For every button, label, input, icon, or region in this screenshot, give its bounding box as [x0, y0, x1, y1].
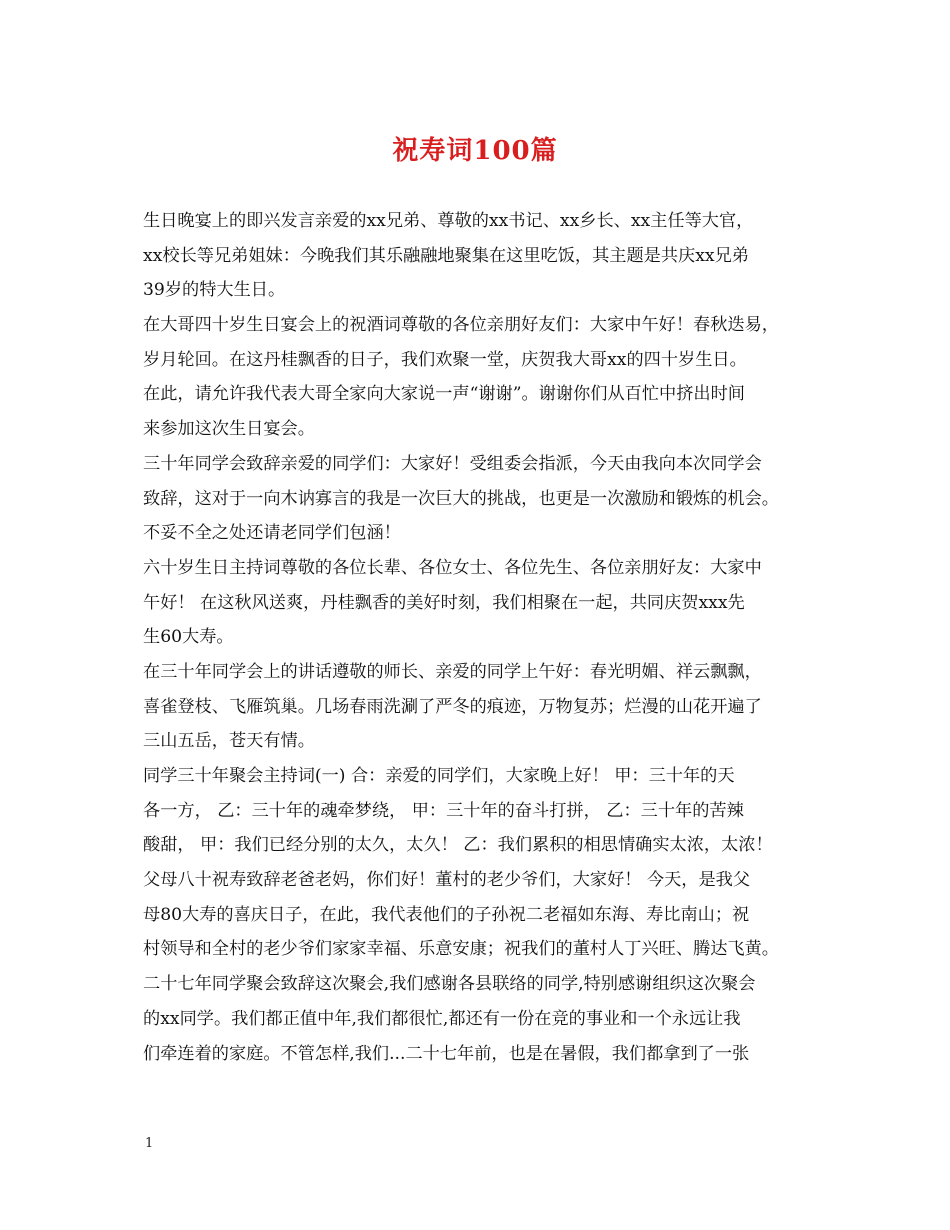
page-number: 1 [145, 1136, 154, 1151]
text-line: 同学三十年聚会主持词(一) 合：亲爱的同学们，大家晚上好！ 甲：三十年的天 [143, 766, 735, 786]
text-line: 们牵连着的家庭。不管怎样,我们...二十七年前，也是在暑假，我们都拿到了一张 [143, 1043, 750, 1064]
text-line: 六十岁生日主持词尊敬的各位长辈、各位女士、各位先生、各位亲朋好友：大家中 [143, 557, 762, 578]
text-line: 在大哥四十岁生日宴会上的祝酒词尊敬的各位亲朋好友们：大家中午好！春秋迭易， [143, 315, 779, 336]
text-line: 在此，请允许我代表大哥全家向大家说一声“谢谢”。谢谢你们从百忙中挤出时间 [143, 384, 745, 405]
text-line: 二十七年同学聚会致辞这次聚会,我们感谢各县联络的同学,特别感谢组织这次聚会 [143, 974, 756, 995]
text-line: 喜雀登枝、飞雁筑巢。几场春雨洗涮了严冬的痕迹，万物复苏；烂漫的山花开遍了 [143, 696, 762, 717]
text-line: 各一方， 乙：三十年的魂牵梦绕， 甲：三十年的奋斗打拼， 乙：三十年的苦辣 [143, 800, 744, 821]
text-line: 三十年同学会致辞亲爱的同学们：大家好！受组委会指派，今天由我向本次同学会 [143, 453, 762, 474]
text-line: 39岁的特大生日。 [143, 280, 286, 301]
document-body [143, 204, 813, 1071]
text-line: 致辞，这对于一向木讷寡言的我是一次巨大的挑战，也更是一次激励和锻炼的机会。 [143, 488, 779, 509]
text-line: 午好！ 在这秋风送爽，丹桂飘香的美好时刻，我们相聚在一起，共同庆贺xxx先 [143, 592, 745, 613]
text-line: 不妥不全之处还请老同学们包涵！ [143, 523, 401, 544]
text-line: xx校长等兄弟姐妹：今晚我们其乐融融地聚集在这里吃饭，其主题是共庆xx兄弟 [143, 245, 749, 266]
text-line: 父母八十祝寿致辞老爸老妈，你们好！董村的老少爷们，大家好！ 今天，是我父 [143, 870, 751, 891]
document-title: 祝寿词100篇 [392, 136, 558, 166]
text-line: 生日晚宴上的即兴发言亲爱的xx兄弟、尊敬的xx书记、xx乡长、xx主任等大官， [143, 211, 754, 231]
text-line: 在三十年同学会上的讲话遵敬的师长、亲爱的同学上午好：春光明媚、祥云飘飘， [143, 661, 762, 682]
text-line: 岁月轮回。在这丹桂飘香的日子，我们欢聚一堂，庆贺我大哥xx的四十岁生日。 [143, 349, 747, 370]
text-line: 的xx同学。我们都正值中年,我们都很忙,都还有一份在竞的事业和一个永远让我 [143, 1008, 741, 1029]
text-line: 来参加这次生日宴会。 [143, 419, 315, 440]
text-line: 三山五岳，苍天有情。 [143, 731, 315, 752]
text-line: 母80大寿的喜庆日子，在此，我代表他们的子孙祝二老福如东海、寿比南山；祝 [143, 904, 750, 925]
text-line: 生60大寿。 [143, 627, 234, 648]
text-line: 村领导和全村的老少爷们家家幸福、乐意安康；祝我们的董村人丁兴旺、腾达飞黄。 [143, 939, 779, 960]
text-line: 酸甜， 甲：我们已经分别的太久，太久！ 乙：我们累积的相思情确实太浓，太浓！ [143, 835, 773, 856]
